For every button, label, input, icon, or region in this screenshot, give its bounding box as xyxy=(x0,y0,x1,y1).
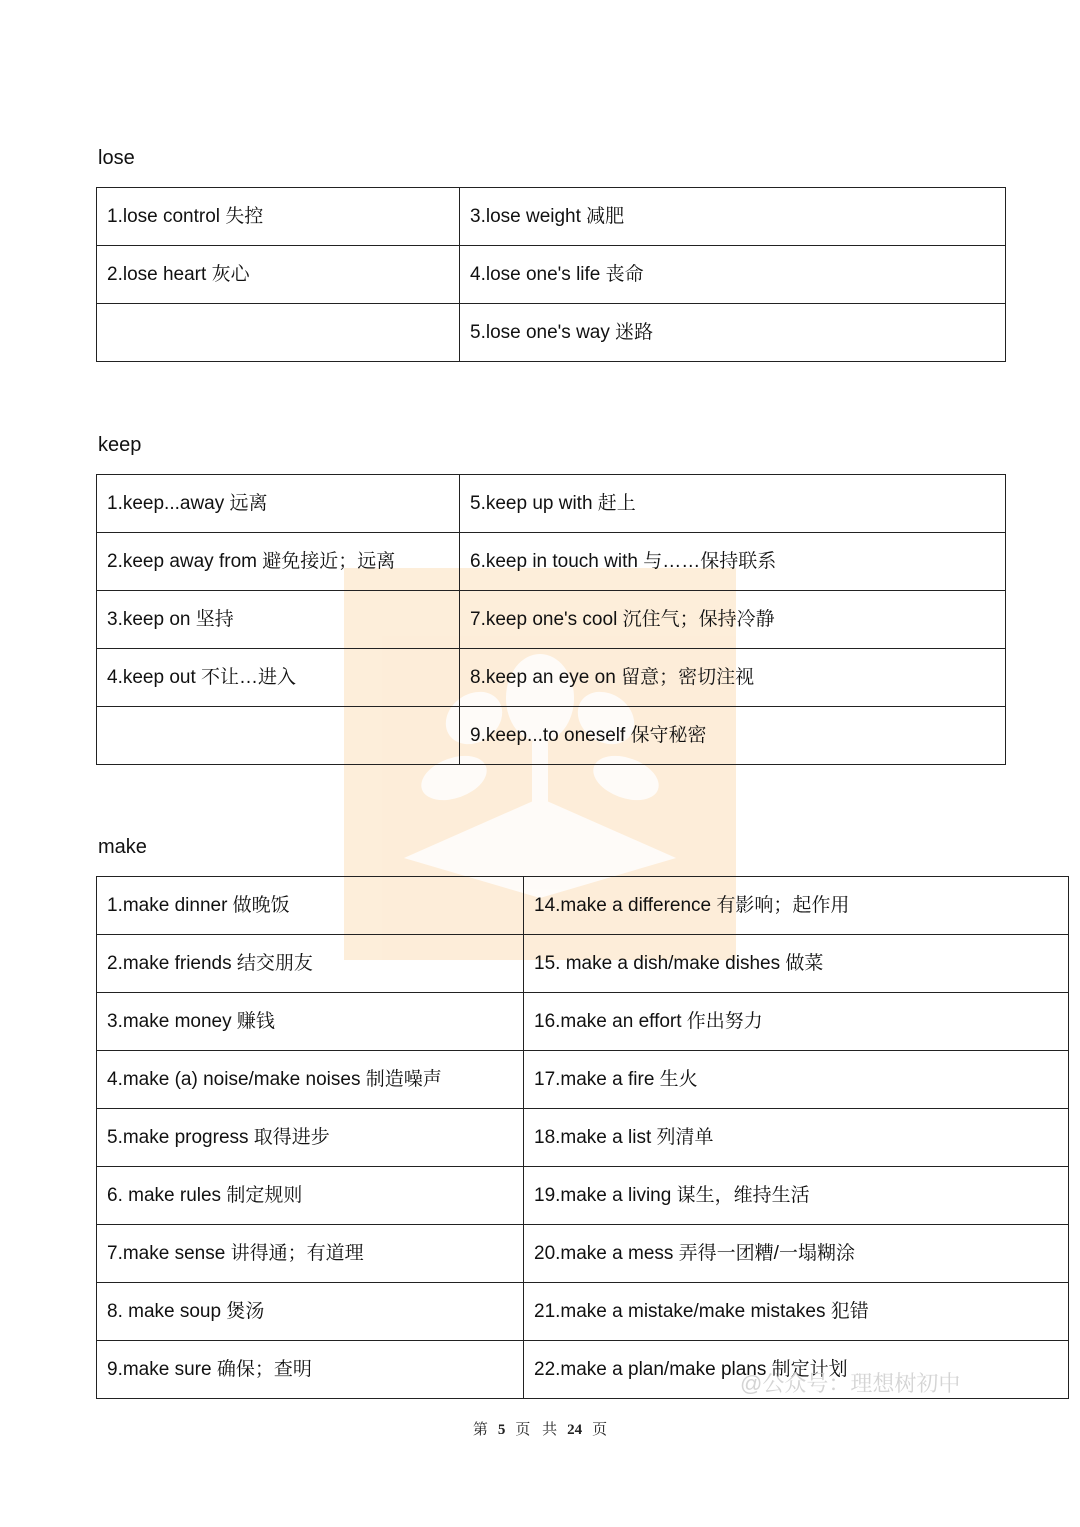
phrase-cell: 5.make progress 取得进步 xyxy=(97,1109,524,1167)
page-footer xyxy=(0,1418,1080,1439)
phrase-cell: 3.keep on 坚持 xyxy=(97,591,460,649)
phrase-cell: 6. make rules 制定规则 xyxy=(97,1167,524,1225)
phrase-cell-empty xyxy=(97,304,460,362)
table-row xyxy=(97,591,1006,649)
table-row xyxy=(97,1283,1069,1341)
phrase-cell: 8. make soup 煲汤 xyxy=(97,1283,524,1341)
phrase-cell: 1.keep...away 远离 xyxy=(97,475,460,533)
phrase-cell: 9.make sure 确保；查明 xyxy=(97,1341,524,1399)
phrase-cell: 2.lose heart 灰心 xyxy=(97,246,460,304)
footer-label: 页 xyxy=(515,1422,531,1438)
table-row xyxy=(97,1167,1069,1225)
phrase-cell: 20.make a mess 弄得一团糟/一塌糊涂 xyxy=(524,1225,1069,1283)
phrase-cell: 14.make a difference 有影响；起作用 xyxy=(524,877,1069,935)
phrase-cell: 9.keep...to oneself 保守秘密 xyxy=(460,707,1006,765)
section-title-keep: keep xyxy=(98,434,142,456)
phrase-cell: 4.lose one's life 丧命 xyxy=(460,246,1006,304)
keep-phrase-table xyxy=(96,474,1006,765)
phrase-cell: 4.keep out 不让…进入 xyxy=(97,649,460,707)
phrase-cell: 4.make (a) noise/make noises 制造噪声 xyxy=(97,1051,524,1109)
table-row xyxy=(97,935,1069,993)
phrase-cell: 2.make friends 结交朋友 xyxy=(97,935,524,993)
phrase-cell: 19.make a living 谋生，维持生活 xyxy=(524,1167,1069,1225)
phrase-cell: 21.make a mistake/make mistakes 犯错 xyxy=(524,1283,1069,1341)
phrase-cell: 6.keep in touch with 与……保持联系 xyxy=(460,533,1006,591)
table-row xyxy=(97,1051,1069,1109)
footer-label: 共 xyxy=(542,1422,558,1438)
phrase-cell: 3.lose weight 减肥 xyxy=(460,188,1006,246)
phrase-cell: 7.make sense 讲得通；有道理 xyxy=(97,1225,524,1283)
watermark-text: @公众号：理想树初中 xyxy=(740,1371,961,1396)
phrase-cell: 3.make money 赚钱 xyxy=(97,993,524,1051)
page-total: 24 xyxy=(567,1422,583,1438)
table-row xyxy=(97,707,1006,765)
phrase-cell: 5.keep up with 赶上 xyxy=(460,475,1006,533)
table-row xyxy=(97,1225,1069,1283)
section-title-lose: lose xyxy=(98,147,135,169)
table-row xyxy=(97,246,1006,304)
phrase-cell: 22.make a plan/make plans 制定计划 xyxy=(524,1341,1069,1399)
table-row xyxy=(97,188,1006,246)
phrase-cell: 15. make a dish/make dishes 做菜 xyxy=(524,935,1069,993)
table-row xyxy=(97,475,1006,533)
phrase-cell: 8.keep an eye on 留意；密切注视 xyxy=(460,649,1006,707)
phrase-cell: 5.lose one's way 迷路 xyxy=(460,304,1006,362)
phrase-cell: 1.lose control 失控 xyxy=(97,188,460,246)
phrase-cell: 2.keep away from 避免接近；远离 xyxy=(97,533,460,591)
phrase-cell-empty xyxy=(97,707,460,765)
phrase-cell: 16.make an effort 作出努力 xyxy=(524,993,1069,1051)
phrase-cell: 17.make a fire 生火 xyxy=(524,1051,1069,1109)
section-title-make: make xyxy=(98,836,147,858)
footer-label: 页 xyxy=(592,1422,608,1438)
phrase-cell: 1.make dinner 做晚饭 xyxy=(97,877,524,935)
phrase-cell: 7.keep one's cool 沉住气；保持冷静 xyxy=(460,591,1006,649)
page-number: 5 xyxy=(497,1422,506,1438)
table-row xyxy=(97,649,1006,707)
footer-label: 第 xyxy=(472,1422,488,1438)
table-row xyxy=(97,533,1006,591)
table-row xyxy=(97,993,1069,1051)
make-phrase-table xyxy=(96,876,1069,1399)
table-row xyxy=(97,304,1006,362)
table-row xyxy=(97,1109,1069,1167)
lose-phrase-table xyxy=(96,187,1006,362)
phrase-cell: 18.make a list 列清单 xyxy=(524,1109,1069,1167)
table-row xyxy=(97,877,1069,935)
